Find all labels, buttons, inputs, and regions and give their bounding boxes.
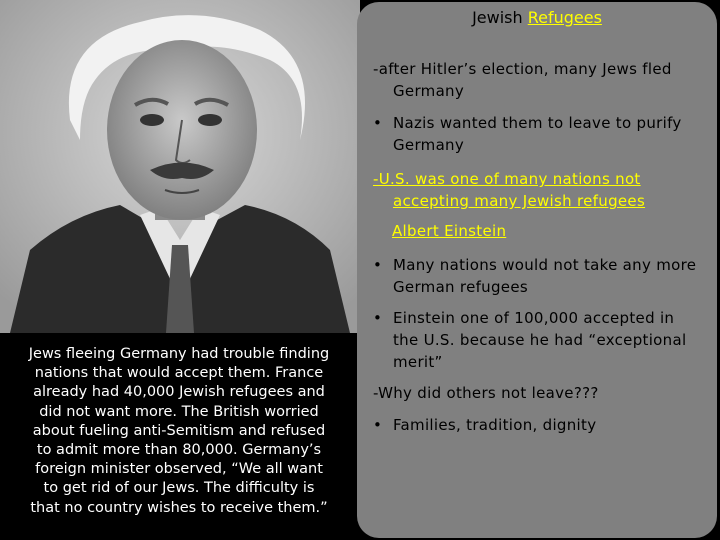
caption-line: that no country wishes to receive them.”	[30, 499, 328, 516]
bullet-icon: •	[373, 309, 382, 327]
bullet-icon: •	[373, 416, 382, 434]
caption-line: to get rid of our Jews. The difficulty is	[43, 480, 315, 497]
bullet-nations-refuse: Many nations would not take any more German refugees	[393, 256, 697, 296]
caption-line: about fueling anti-Semitism and refused	[32, 422, 326, 439]
slide-title: Jewish Refugees	[472, 8, 602, 27]
title-highlight: Refugees	[527, 8, 602, 27]
bullet-nazis-purify: Nazis wanted them to leave to purify Germany	[393, 114, 682, 154]
einstein-label: Albert Einstein	[392, 222, 507, 240]
einstein-portrait-photo	[0, 0, 360, 333]
caption-line: already had 40,000 Jewish refugees and	[33, 384, 325, 401]
photo-caption	[4, 345, 354, 518]
caption-line: to admit more than 80,000. Germany’s	[36, 442, 322, 459]
paragraph-why-not-leave: -Why did others not leave???	[373, 384, 599, 402]
paragraph-hitler-election: -after Hitler’s election, many Jews fled Germany	[373, 60, 672, 100]
caption-line: did not want more. The British worried	[39, 403, 319, 420]
caption-line: Jews fleeing Germany had trouble finding	[28, 346, 330, 362]
caption-line: foreign minister observed, “We all want	[35, 461, 323, 478]
bullet-einstein-accepted: Einstein one of 100,000 accepted in the U.S. because he had “exceptional merit”	[393, 309, 687, 371]
bullet-icon: •	[373, 256, 382, 274]
caption-line: nations that would accept them. France	[34, 365, 324, 382]
paragraph-us-not-accepting: -U.S. was one of many nations not accepting many Jewish refugees	[373, 170, 646, 210]
bullet-icon: •	[373, 114, 382, 132]
bullet-families: Families, tradition, dignity	[393, 416, 597, 434]
